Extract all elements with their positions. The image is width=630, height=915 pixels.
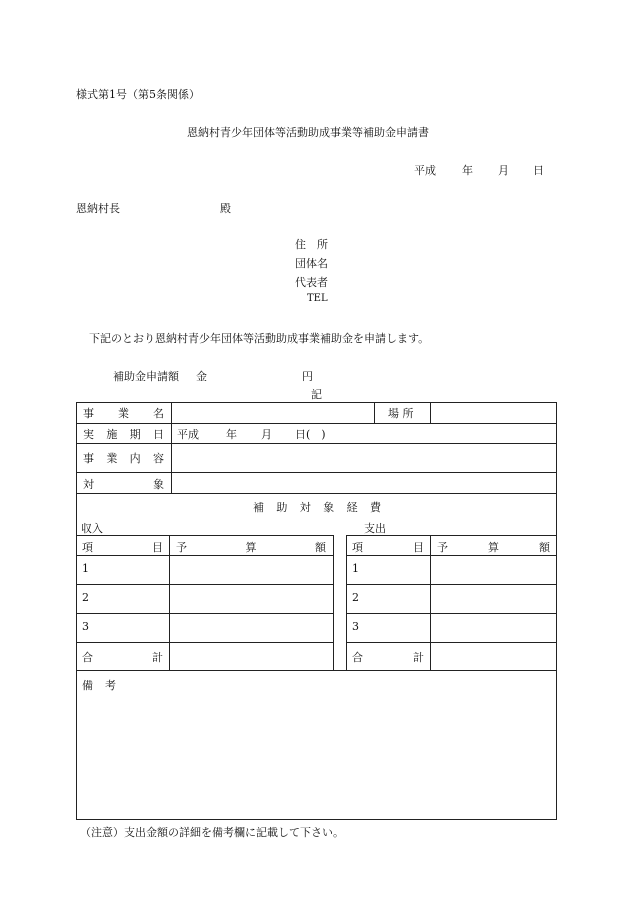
- expense-row-1: 1: [352, 562, 359, 575]
- char: 業: [106, 452, 118, 465]
- char: 予: [176, 541, 187, 554]
- amount-label: 補助金申請額: [113, 370, 179, 383]
- rule: [76, 423, 557, 424]
- remarks-label: [82, 677, 116, 693]
- applicant-representative-label: 代表者: [295, 276, 328, 289]
- char: 実: [83, 428, 94, 441]
- income-label: 収入: [81, 522, 103, 535]
- char: 項: [82, 541, 93, 554]
- expense-budget-header: [437, 539, 550, 555]
- char: 日: [152, 428, 164, 441]
- income-row-1: 1: [82, 562, 89, 575]
- amount-unit: 円: [302, 370, 313, 383]
- applicant-tel-label: TEL: [307, 293, 328, 304]
- char: 費: [369, 501, 381, 514]
- rule: [76, 493, 557, 494]
- char: 算: [245, 541, 257, 554]
- char: 補: [253, 501, 264, 514]
- amount-prefix: 金: [196, 370, 207, 383]
- char: 内: [129, 452, 141, 465]
- expense-budget-field-1[interactable]: [431, 556, 556, 584]
- char: 目: [413, 541, 424, 554]
- period-label: [83, 426, 164, 442]
- income-row-3: 3: [82, 620, 89, 633]
- page-title: 恩納村青少年団体等活動助成事業等補助金申請書: [187, 126, 429, 139]
- event-name-label: [83, 405, 164, 421]
- expense-label: 支出: [364, 522, 386, 535]
- rule: [374, 402, 375, 423]
- period-month: 月: [261, 428, 272, 441]
- char: 事: [83, 452, 94, 465]
- addressee-name: 恩納村長: [76, 202, 120, 215]
- char: 項: [352, 541, 363, 554]
- place-label: 場 所: [388, 407, 414, 420]
- char: 象: [323, 501, 335, 514]
- char: 経: [346, 501, 358, 514]
- place-field[interactable]: [431, 403, 556, 423]
- char: 助: [276, 501, 288, 514]
- date-month: 月: [498, 164, 509, 177]
- expense-row-3: 3: [352, 620, 359, 633]
- char: 事: [83, 407, 94, 420]
- char: 象: [153, 478, 164, 491]
- char: 考: [105, 679, 116, 692]
- char: 目: [152, 541, 163, 554]
- applicant-group-label: 団体名: [295, 257, 328, 270]
- expense-budget-field-2[interactable]: [431, 585, 556, 613]
- expense-heading: [253, 499, 381, 515]
- form-number: 様式第1号（第5条関係）: [76, 88, 200, 101]
- remarks-field[interactable]: [77, 694, 556, 819]
- period-day: 日( ): [295, 428, 326, 441]
- expense-total-field[interactable]: [431, 643, 556, 670]
- period-era: 平成: [177, 428, 199, 441]
- event-name-field[interactable]: [172, 403, 374, 423]
- char: 期: [129, 428, 141, 441]
- income-total-label: [82, 649, 163, 665]
- expense-total-label: [352, 649, 424, 665]
- income-budget-header: [176, 539, 326, 555]
- char: 容: [152, 452, 164, 465]
- expense-item-header: [352, 539, 424, 555]
- date-era: 平成: [414, 164, 436, 177]
- addressee-honorific: 殿: [220, 202, 231, 215]
- income-row-2: 2: [82, 591, 89, 604]
- income-total-field[interactable]: [170, 643, 333, 670]
- content-field[interactable]: [172, 444, 556, 472]
- period-year: 年: [226, 428, 237, 441]
- char: 合: [352, 651, 363, 664]
- char: 業: [118, 407, 129, 420]
- target-label: [83, 476, 164, 492]
- income-item-header: [82, 539, 163, 555]
- footer-note: （注意）支出金額の詳細を備考欄に記載して下さい。: [80, 826, 344, 839]
- char: 予: [437, 541, 448, 554]
- date-day: 日: [533, 164, 544, 177]
- char: 額: [539, 541, 550, 554]
- char: 名: [153, 407, 164, 420]
- target-field[interactable]: [172, 473, 556, 493]
- char: 備: [82, 679, 93, 692]
- income-budget-field-2[interactable]: [170, 585, 333, 613]
- expense-row-2: 2: [352, 591, 359, 604]
- income-budget-field-1[interactable]: [170, 556, 333, 584]
- expense-budget-field-3[interactable]: [431, 614, 556, 642]
- char: 計: [413, 651, 424, 664]
- income-budget-field-3[interactable]: [170, 614, 333, 642]
- char: 施: [106, 428, 118, 441]
- char: 対: [83, 478, 94, 491]
- ki-label: 記: [311, 388, 322, 401]
- content-label: [83, 450, 164, 466]
- char: 算: [488, 541, 499, 554]
- applicant-address-label: 住 所: [295, 238, 328, 251]
- char: 額: [315, 541, 326, 554]
- statement: 下記のとおり恩納村青少年団体等活動助成事業補助金を申請します。: [89, 332, 430, 345]
- char: 計: [152, 651, 163, 664]
- char: 対: [299, 501, 311, 514]
- char: 合: [82, 651, 93, 664]
- date-year: 年: [462, 164, 473, 177]
